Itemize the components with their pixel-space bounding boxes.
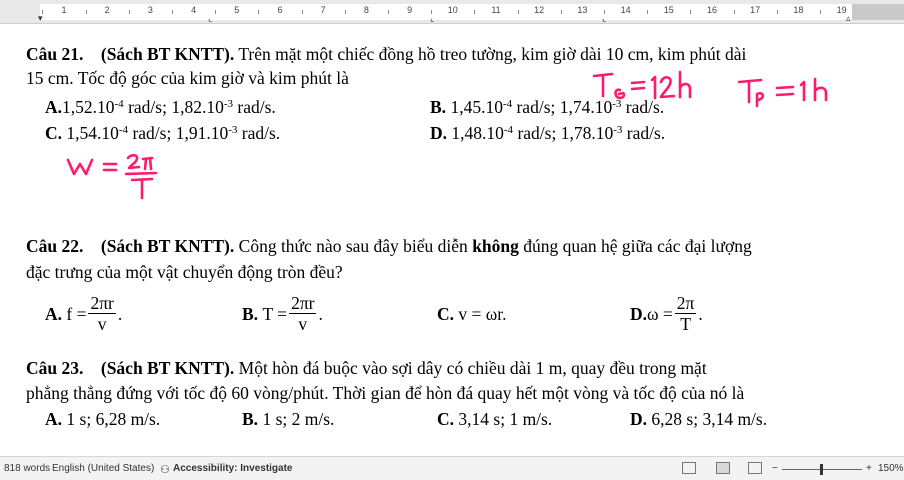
fraction-numerator: 2π	[676, 292, 695, 313]
ruler-tick	[86, 10, 87, 14]
first-line-indent-marker[interactable]: ▾	[38, 14, 43, 24]
option-text: rad/s.	[621, 97, 665, 117]
option-text: rad/s; 1,74.10	[512, 97, 613, 117]
zoom-out-button[interactable]: −	[772, 463, 778, 474]
handwritten-tp-1h	[735, 76, 835, 108]
option-text: 1,45.10	[446, 97, 503, 117]
accessibility-icon: ⚇	[160, 464, 170, 476]
ruler-tick	[647, 10, 648, 14]
option-text: 3,14 s; 1 m/s.	[454, 409, 553, 429]
fraction-numerator: 2πr	[90, 292, 114, 313]
formula-lhs: T =	[262, 303, 288, 324]
option-letter: D.	[630, 409, 648, 429]
option-letter: A.	[45, 409, 63, 429]
ruler-number: 16	[706, 5, 718, 15]
tab-stop-marker[interactable]: ⌞	[208, 14, 213, 24]
horizontal-ruler[interactable]	[0, 0, 904, 24]
web-layout-icon[interactable]	[748, 462, 762, 474]
option-text: rad/s; 1,82.10	[123, 97, 224, 117]
option-letter: C.	[437, 303, 455, 324]
q22-line-1	[26, 235, 752, 257]
ruler-text-area	[40, 4, 852, 20]
right-indent-marker[interactable]: ▵	[846, 14, 851, 24]
option-letter: D.	[430, 123, 448, 143]
q23-text-1: Một hòn đá buộc vào sợi dây có chiều dài 1 m, quay đều trong mặt	[234, 358, 707, 378]
ruler-tick	[258, 10, 259, 14]
ruler-number: 1	[61, 5, 67, 15]
option-letter: C.	[437, 409, 455, 429]
q23-option-c	[437, 408, 552, 430]
ruler-number: 18	[793, 5, 804, 15]
accessibility-status[interactable]: Accessibility: Investigate	[173, 463, 293, 474]
q23-option-b	[242, 408, 334, 430]
ruler-tick	[777, 10, 778, 14]
q21-line-1	[26, 43, 746, 65]
q21-label: Câu 21.	[26, 44, 84, 64]
tab-stop-marker[interactable]: ⌞	[602, 14, 607, 24]
ruler-number: 4	[191, 5, 197, 15]
q23-line-1	[26, 357, 707, 379]
ruler-right-margin	[852, 4, 904, 20]
ruler-number: 8	[363, 5, 369, 15]
q22-emphasis: không	[472, 236, 519, 256]
option-text: 1,52.10	[62, 97, 115, 117]
q22-line-2	[26, 261, 343, 283]
document-page[interactable]	[0, 24, 904, 456]
ruler-number: 14	[620, 5, 631, 15]
ruler-number: 17	[750, 5, 761, 15]
exponent: -4	[503, 124, 514, 136]
q23-option-d	[630, 408, 767, 430]
ruler-number: 13	[577, 5, 588, 15]
ruler-number: 2	[104, 5, 110, 15]
zoom-in-button[interactable]: +	[866, 463, 872, 474]
ruler-number: 7	[320, 5, 326, 15]
ruler-tick	[734, 10, 735, 14]
q23-option-a	[45, 408, 160, 430]
ruler-number: 5	[234, 5, 240, 15]
q22-text-2: đặc trưng của một vật chuyển động tròn đều?	[26, 262, 343, 282]
ruler-tick	[129, 10, 130, 14]
q23-source: (Sách BT KNTT).	[100, 358, 235, 378]
option-letter: B.	[242, 303, 259, 324]
q22-text-1a: Công thức nào sau đây biểu diễn	[234, 236, 473, 256]
fraction-denominator: T	[680, 314, 691, 334]
option-text: 1 s; 2 m/s.	[258, 409, 335, 429]
q22-option-a	[45, 288, 122, 340]
option-letter: D.	[630, 303, 648, 324]
ruler-tick	[561, 10, 562, 14]
ruler-number: 15	[663, 5, 674, 15]
q21-line-2	[26, 67, 349, 89]
handwritten-omega-formula	[60, 152, 160, 212]
q22-source: (Sách BT KNTT).	[100, 236, 235, 256]
zoom-slider-thumb[interactable]	[820, 464, 823, 475]
option-text: 6,28 s; 3,14 m/s.	[647, 409, 768, 429]
q23-label: Câu 23.	[26, 358, 84, 378]
exponent: -3	[613, 124, 623, 136]
fraction	[675, 292, 697, 334]
option-text: rad/s.	[233, 97, 276, 117]
exponent: -4	[118, 124, 129, 136]
exponent: -3	[228, 124, 238, 136]
option-letter: A.	[45, 97, 63, 117]
option-letter: C.	[45, 123, 63, 143]
exponent: -4	[114, 98, 124, 110]
q22-label: Câu 22.	[26, 236, 84, 256]
fraction-numerator: 2πr	[291, 292, 315, 313]
q21-source: (Sách BT KNTT).	[100, 44, 235, 64]
q22-option-b	[242, 288, 323, 340]
word-count[interactable]: 818 words	[4, 463, 51, 474]
ruler-tick	[518, 10, 519, 14]
formula-lhs: ω =	[647, 303, 673, 324]
q22-text-1c: đúng quan hệ giữa các đại lượng	[518, 236, 752, 256]
ruler-tick	[820, 10, 821, 14]
ruler-tick	[388, 10, 389, 14]
option-text: rad/s; 1,78.10	[513, 123, 614, 143]
tab-stop-marker[interactable]: ⌞	[430, 14, 435, 24]
q21-text-1: Trên mặt một chiếc đồng hồ treo tường, kim giờ dài 10 cm, kim phút dài	[234, 44, 747, 64]
ruler-tick	[302, 10, 303, 14]
ruler-number: 11	[491, 5, 501, 15]
exponent: -3	[223, 98, 233, 110]
ruler-number: 19	[836, 5, 847, 15]
q21-option-c	[45, 119, 280, 144]
formula-lhs: f =	[66, 303, 87, 324]
ruler-number: 9	[407, 5, 413, 15]
q23-text-2: phẳng thẳng đứng với tốc độ 60 vòng/phút. Thời gian để hòn đá quay hết một vòng và tốc độ của nó là	[26, 383, 745, 403]
fraction	[289, 292, 316, 334]
ruler-number: 10	[447, 5, 458, 15]
q21-option-d	[430, 119, 665, 144]
fraction	[88, 292, 115, 334]
ruler-number: 3	[147, 5, 153, 15]
ruler-tick	[690, 10, 691, 14]
option-text: rad/s.	[237, 123, 281, 143]
formula-end: .	[318, 303, 323, 324]
formula-end: .	[698, 303, 703, 324]
ruler-tick	[172, 10, 173, 14]
option-letter: A.	[45, 303, 63, 324]
print-layout-icon[interactable]	[716, 462, 730, 474]
q22-option-c	[437, 288, 507, 340]
q21-text-2: 15 cm. Tốc độ góc của kim giờ và kim phút là	[26, 68, 349, 88]
ruler-tick	[345, 10, 346, 14]
ruler-number: 12	[534, 5, 545, 15]
exponent: -4	[502, 98, 513, 110]
option-letter: B.	[242, 409, 259, 429]
fraction-denominator: v	[97, 314, 107, 334]
language-indicator[interactable]: English (United States)	[52, 463, 155, 474]
fraction-denominator: v	[298, 314, 308, 334]
option-text: 1 s; 6,28 m/s.	[62, 409, 161, 429]
handwritten-tg-12h	[590, 68, 700, 102]
option-text: rad/s.	[622, 123, 666, 143]
ruler-tick	[474, 10, 475, 14]
exponent: -3	[612, 98, 622, 110]
option-text: 1,54.10	[62, 123, 119, 143]
status-bar	[0, 456, 904, 480]
q21-option-a	[45, 93, 276, 118]
formula-end: .	[117, 303, 123, 324]
q22-option-d	[630, 288, 703, 340]
zoom-level[interactable]: 150%	[878, 463, 904, 474]
option-letter: B.	[430, 97, 447, 117]
option-text: rad/s; 1,91.10	[128, 123, 229, 143]
formula: v = ωr.	[458, 303, 507, 324]
ruler-number: 6	[277, 5, 283, 15]
ruler-tick	[215, 10, 216, 14]
q23-line-2	[26, 382, 744, 404]
option-text: 1,48.10	[447, 123, 504, 143]
read-mode-icon[interactable]	[682, 462, 696, 474]
